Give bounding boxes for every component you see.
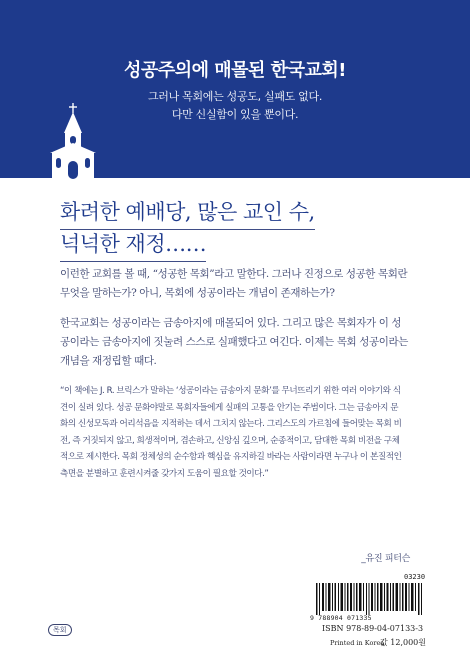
quote-line: 측면을 분별하고 훈련시켜줄 갖가지 도움이 필요할 것이다.” <box>60 468 269 479</box>
intro-paragraph-1 <box>60 265 422 303</box>
intro-paragraph-2 <box>60 314 422 371</box>
quote-line: 전, 즉 거짓되지 않고, 희생적이며, 겸손하고, 신앙심 깊으며, 순종적이고, 담대한 목회 비전을 구체 <box>60 435 400 446</box>
category-badge: 목회 <box>48 624 72 636</box>
text-line: 한국교회는 성공이라는 금송아지에 매몰되어 있다. 그리고 많은 목회자가 이 성 <box>60 317 402 329</box>
barcode-digits: 9 788904 071335 <box>310 614 372 622</box>
isbn: ISBN 978-89-04-07133-3 <box>322 624 424 633</box>
title-line-2: 넉넉한 재정…… <box>60 228 206 262</box>
text-line: 이런한 교회를 볼 때, “성공한 목회”라고 말한다. 그러나 진정으로 성공한 목회란 <box>60 268 408 280</box>
price: 값 12,000원 <box>380 638 426 647</box>
text-line: 개념을 재정립할 때다. <box>60 355 157 367</box>
headline: 성공주의에 매몰된 한국교회! <box>124 60 346 81</box>
title-line-1: 화려한 예배당, 많은 교인 수, <box>60 196 315 230</box>
endorsement-author: _유진 피터슨 <box>361 554 410 564</box>
quote-line: 적으로 제시한다. 목회 정체성의 순수함과 핵심을 유지하길 바라는 사람이라면 누구나 이 본질적인 <box>60 452 402 462</box>
price-code: 03230 <box>404 573 426 581</box>
text-line: 무엇을 말하는가? 아니, 목회에 성공이라는 개념이 존재하는가? <box>60 287 335 299</box>
quote-line: 화의 신성모독과 어리석음을 지적하는 데서 그치지 않는다. 그리스도의 가르침에 들어맞는 목회 비 <box>60 419 402 429</box>
subline-2: 다만 신실함이 있을 뿐이다. <box>171 108 299 121</box>
quote-line: “이 책에는 J. R. 브릭스가 말하는 ‘성공이라는 금송아지 문화’를 무너뜨리기 위한 여러 이야기와 식 <box>60 386 401 396</box>
quote-line: 견이 실려 있다. 성공 문화야말로 목회자들에게 실패의 고통을 안기는 주범이다. 그는 금송아지 문 <box>60 402 399 413</box>
text-line: 공이라는 금송아지에 짓눌려 스스로 실패했다고 여긴다. 이제는 목회 성공이라는 <box>60 336 408 348</box>
church-icon <box>44 103 102 179</box>
barcode-icon <box>316 583 426 615</box>
printed-in: Printed in Korea <box>330 639 385 647</box>
subline-1: 그러나 목회에는 성공도, 실패도 없다. <box>147 90 323 103</box>
endorsement-quote <box>60 383 420 482</box>
